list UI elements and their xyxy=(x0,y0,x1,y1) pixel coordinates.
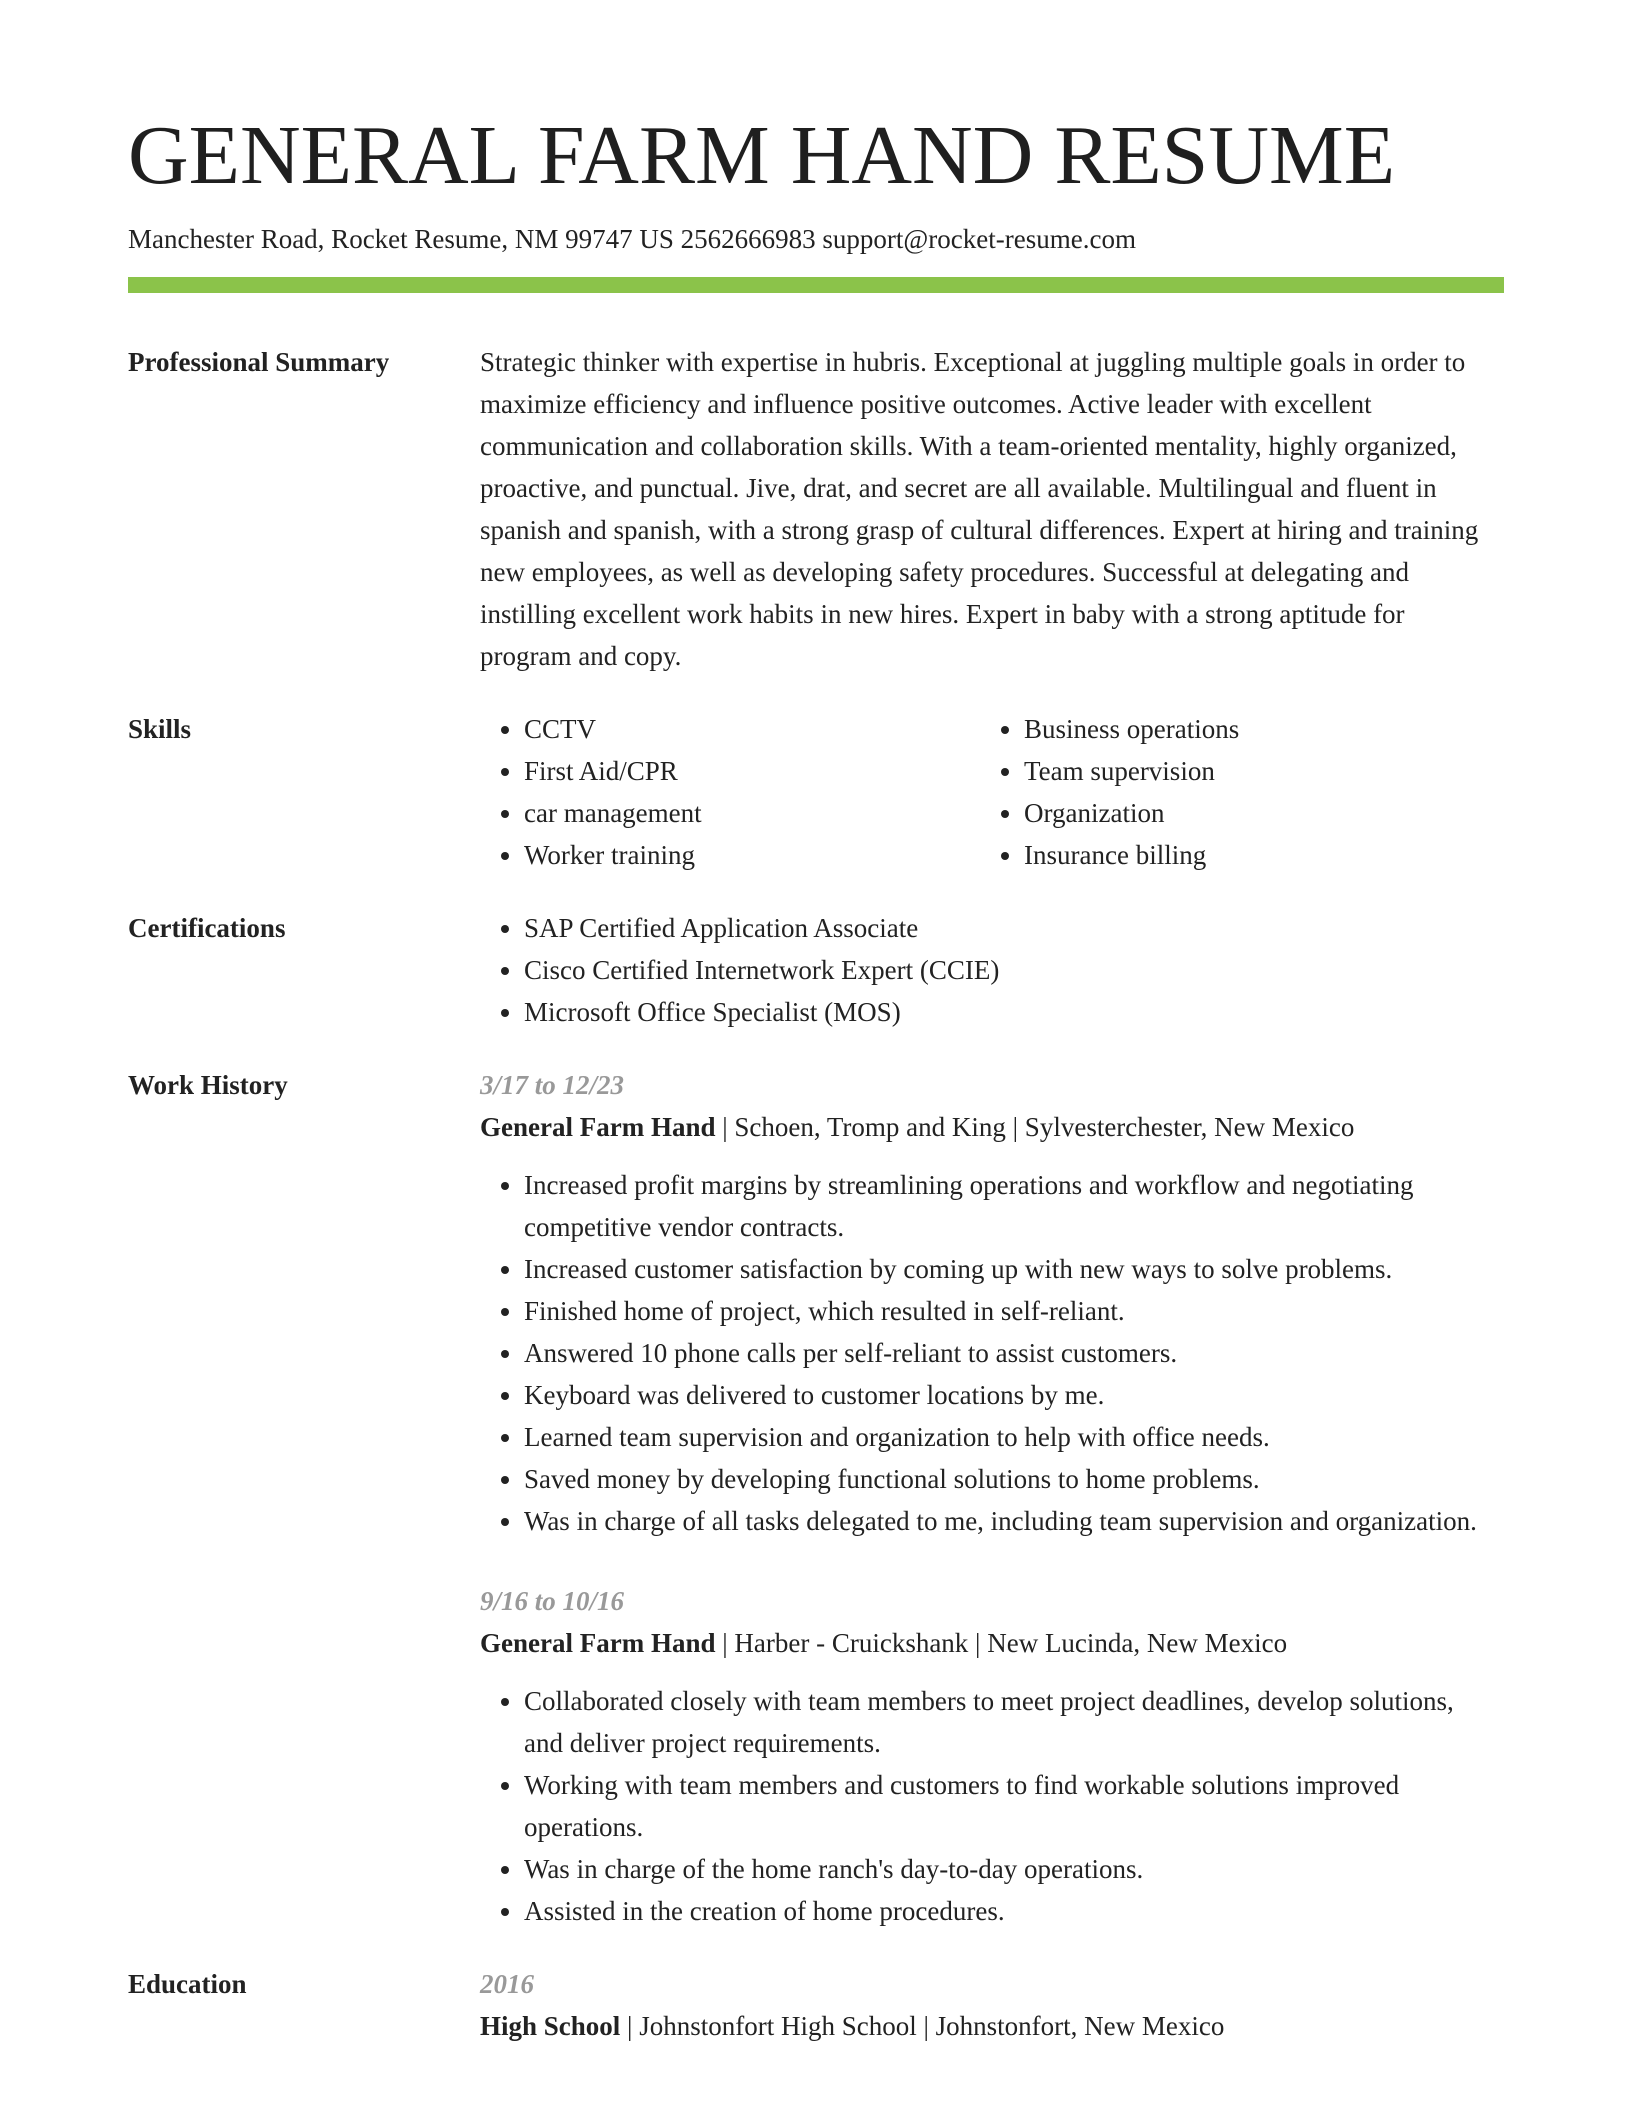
list-item: • Cisco Certified Internetwork Expert (CCIE) xyxy=(524,949,1480,991)
education-degree: High School xyxy=(480,2011,621,2042)
education-section xyxy=(128,1963,1504,2047)
job-role: General Farm Hand xyxy=(480,1628,716,1659)
list-item: • Organization xyxy=(1024,792,1480,834)
list-item: • Finished home of project, which resulted in self-reliant. xyxy=(524,1290,1480,1332)
certifications-heading: Certifications xyxy=(128,913,286,944)
summary-text: Strategic thinker with expertise in hubris. Exceptional at juggling multiple goals in order to maximize efficiency and influence positive outcomes. Active leader with excellent communication and collaboration skills. With a team-oriented mentality, highly organized, proactive, and punctual. Jive, drat, and secret are all available. Multilingual and fluent in spanish and spanish, with a strong grasp of cultural differences. Expert at hiring and training new employees, as well as developing safety procedures. Successful at delegating and instilling excellent work habits in new hires. Expert in baby with a strong aptitude for program and copy. xyxy=(480,347,1479,672)
job-title-line xyxy=(480,1106,1480,1148)
job-dates: 9/16 to 10/16 xyxy=(480,1586,625,1617)
list-item: • Increased profit margins by streamlining operations and workflow and negotiating competitive vendor contracts. xyxy=(524,1164,1480,1248)
job-bullets xyxy=(480,1680,1480,1932)
job-title-line xyxy=(480,1622,1480,1664)
list-item: • Working with team members and customers to find workable solutions improved operations. xyxy=(524,1764,1480,1848)
skills-section xyxy=(128,708,1504,876)
education-details: | Johnstonfort High School | Johnstonfort, New Mexico xyxy=(620,2011,1225,2042)
list-item: • CCTV xyxy=(524,708,980,750)
summary-body xyxy=(480,341,1480,677)
contact-email: support@rocket-resume.com xyxy=(822,224,1136,255)
work-history-body xyxy=(480,1064,1480,1932)
skills-list-left xyxy=(480,708,980,876)
list-item: • Collaborated closely with team members to meet project deadlines, develop solutions, and deliver project requirements. xyxy=(524,1680,1480,1764)
list-item: • car management xyxy=(524,792,980,834)
list-item: • Was in charge of all tasks delegated to me, including team supervision and organization. xyxy=(524,1500,1480,1542)
education-line xyxy=(480,2005,1480,2047)
list-item: • Saved money by developing functional solutions to home problems. xyxy=(524,1458,1480,1500)
list-item: • Team supervision xyxy=(1024,750,1480,792)
list-item: • Insurance billing xyxy=(1024,834,1480,876)
job-details: | Harber - Cruickshank | New Lucinda, New Mexico xyxy=(715,1628,1288,1659)
list-item: • SAP Certified Application Associate xyxy=(524,907,1480,949)
list-item: • Increased customer satisfaction by coming up with new ways to solve problems. xyxy=(524,1248,1480,1290)
skills-heading: Skills xyxy=(128,714,192,745)
job-entry xyxy=(480,1580,1480,1932)
summary-section xyxy=(128,341,1504,677)
list-item: • Assisted in the creation of home procedures. xyxy=(524,1890,1480,1932)
skills-list-right xyxy=(980,708,1480,876)
list-item: • Keyboard was delivered to customer locations by me. xyxy=(524,1374,1480,1416)
job-details: | Schoen, Tromp and King | Sylvesterchester, New Mexico xyxy=(715,1112,1355,1143)
education-heading: Education xyxy=(128,1969,247,2000)
education-date: 2016 xyxy=(480,1969,534,2000)
certifications-list xyxy=(480,907,1480,1033)
contact-phone: 2562666983 xyxy=(680,224,816,255)
skills-body xyxy=(480,708,1480,876)
summary-heading: Professional Summary xyxy=(128,347,390,378)
list-item: • Business operations xyxy=(1024,708,1480,750)
list-item: • First Aid/CPR xyxy=(524,750,980,792)
list-item: • Worker training xyxy=(524,834,980,876)
list-item: • Learned team supervision and organization to help with office needs. xyxy=(524,1416,1480,1458)
contact-address: Manchester Road, Rocket Resume, NM 99747 US xyxy=(128,224,674,255)
job-bullets xyxy=(480,1164,1480,1542)
job-dates: 3/17 to 12/23 xyxy=(480,1070,625,1101)
work-history-section xyxy=(128,1064,1504,1932)
job-entry xyxy=(480,1064,1480,1542)
header-divider xyxy=(128,277,1504,293)
resume-title: GENERAL FARM HAND RESUME xyxy=(128,109,1396,202)
certifications-body xyxy=(480,907,1480,1033)
list-item: • Answered 10 phone calls per self-reliant to assist customers. xyxy=(524,1332,1480,1374)
job-role: General Farm Hand xyxy=(480,1112,716,1143)
certifications-section xyxy=(128,907,1504,1033)
work-history-heading: Work History xyxy=(128,1070,288,1101)
contact-line xyxy=(128,222,1504,257)
list-item: • Was in charge of the home ranch's day-to-day operations. xyxy=(524,1848,1480,1890)
education-body xyxy=(480,1963,1480,2047)
list-item: • Microsoft Office Specialist (MOS) xyxy=(524,991,1480,1033)
